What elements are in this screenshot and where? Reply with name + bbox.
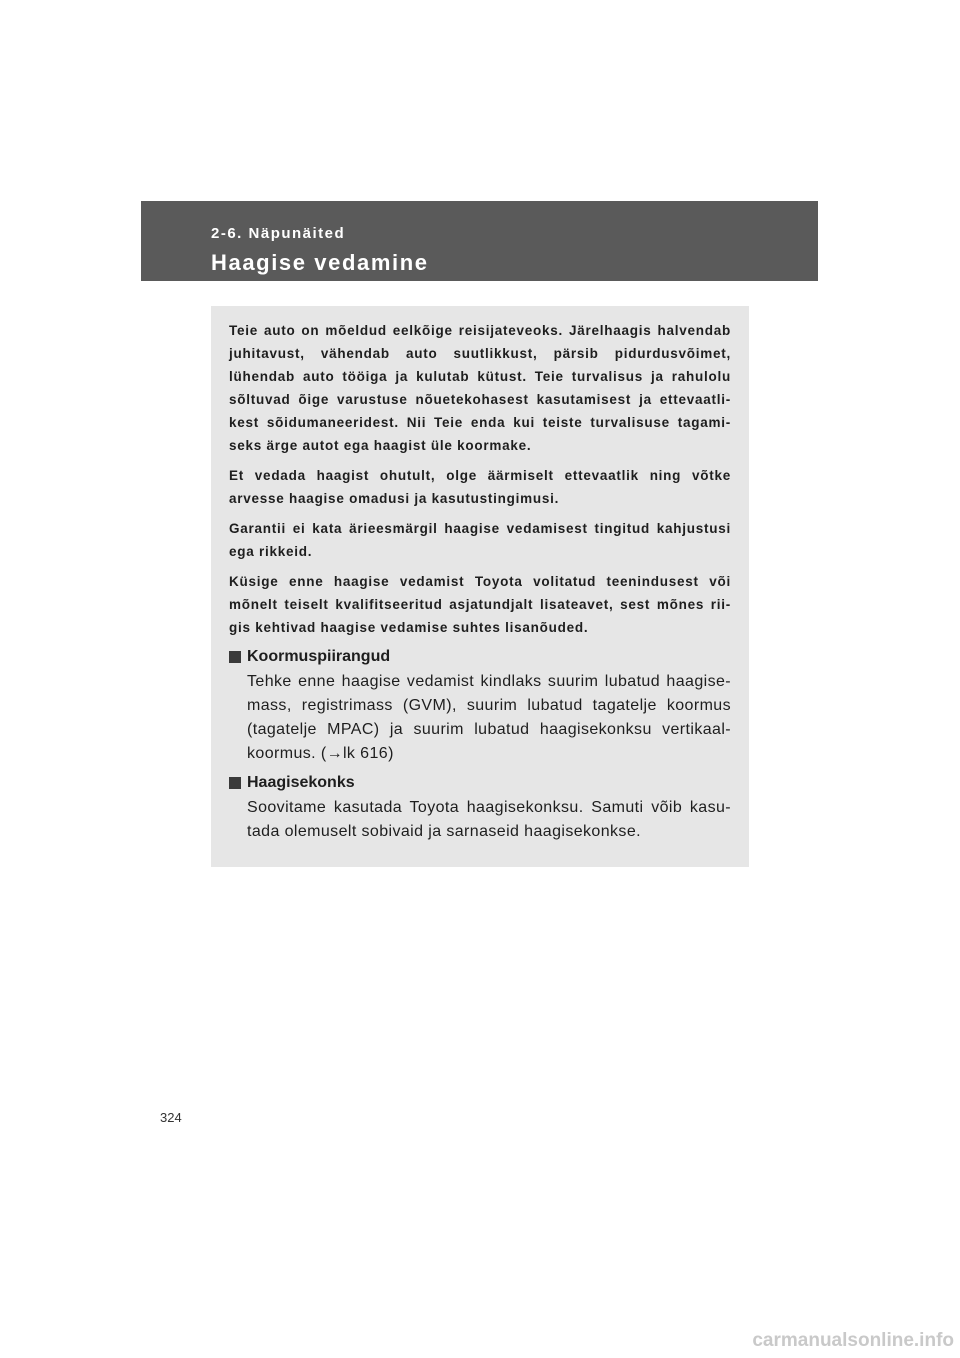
section-load-limits bbox=[229, 644, 731, 766]
intro-line: kest sõidumaneeridest. Nii Teie enda kui teiste turvalisuse tagami- bbox=[229, 414, 731, 430]
section-heading: Koormuspiirangud bbox=[247, 648, 391, 665]
intro-line: seks ärge autot ega haagist üle koormake. bbox=[229, 437, 532, 453]
body-line: tada olemuselt sobivaid ja sarnaseid haagisekonkse. bbox=[247, 823, 641, 840]
section-body bbox=[247, 796, 731, 844]
watermark: carmanualsonline.info bbox=[752, 1330, 954, 1351]
intro-line: Et vedada haagist ohutult, olge äärmiselt ettevaatlik ning võtke bbox=[229, 467, 731, 483]
intro-text bbox=[229, 319, 731, 639]
section-header-band bbox=[141, 201, 818, 281]
sections bbox=[229, 644, 731, 844]
section-body bbox=[247, 670, 731, 766]
intro-line: juhitavust, vähendab auto suutlikkust, pärsib pidurdusvõimet, bbox=[229, 345, 731, 361]
intro-line: Garantii ei kata ärieesmärgil haagise vedamisest tingitud kahjustusi bbox=[229, 520, 731, 536]
body-line: (tagatelje MPAC) ja suurim lubatud haagisekonksu vertikaal- bbox=[247, 721, 731, 738]
square-bullet-icon bbox=[229, 777, 241, 789]
chapter-section-label: 2-6. Näpunäited bbox=[211, 225, 346, 242]
square-bullet-icon bbox=[229, 651, 241, 663]
intro-line: mõnelt teiselt kvalifitseeritud asjatundjalt lisateavet, sest mõnes rii- bbox=[229, 596, 731, 612]
page-number: 324 bbox=[160, 1110, 182, 1125]
intro-paragraph bbox=[229, 570, 731, 639]
intro-paragraph bbox=[229, 319, 731, 457]
intro-line: lühendab auto tööiga ja kulutab kütust. Teie turvalisus ja rahulolu bbox=[229, 368, 731, 384]
intro-line: Teie auto on mõeldud eelkõige reisijateveoks. Järelhaagis halvendab bbox=[229, 322, 731, 338]
intro-paragraph bbox=[229, 464, 731, 510]
intro-line: ega rikkeid. bbox=[229, 543, 313, 559]
section-heading: Haagisekonks bbox=[247, 774, 355, 791]
intro-line: Küsige enne haagise vedamist Toyota volitatud teenindusest või bbox=[229, 573, 731, 589]
body-line: Soovitame kasutada Toyota haagisekonksu. Samuti võib kasu- bbox=[247, 799, 731, 816]
body-line: koormus. (→lk 616) bbox=[247, 745, 394, 762]
section-heading-row bbox=[229, 644, 731, 670]
intro-line: gis kehtivad haagise vedamise suhtes lisanõuded. bbox=[229, 619, 589, 635]
section-tow-hitch bbox=[229, 770, 731, 844]
intro-line: sõltuvad õige varustuse nõuetekohasest kasutamisest ja ettevaatli- bbox=[229, 391, 731, 407]
intro-paragraph bbox=[229, 517, 731, 563]
body-line: Tehke enne haagise vedamist kindlaks suurim lubatud haagise- bbox=[247, 673, 731, 690]
body-line: mass, registrimass (GVM), suurim lubatud tagatelje koormus bbox=[247, 697, 731, 714]
intro-line: arvesse haagise omadusi ja kasutustingimusi. bbox=[229, 490, 560, 506]
section-heading-row bbox=[229, 770, 731, 796]
page-title: Haagise vedamine bbox=[211, 250, 429, 275]
